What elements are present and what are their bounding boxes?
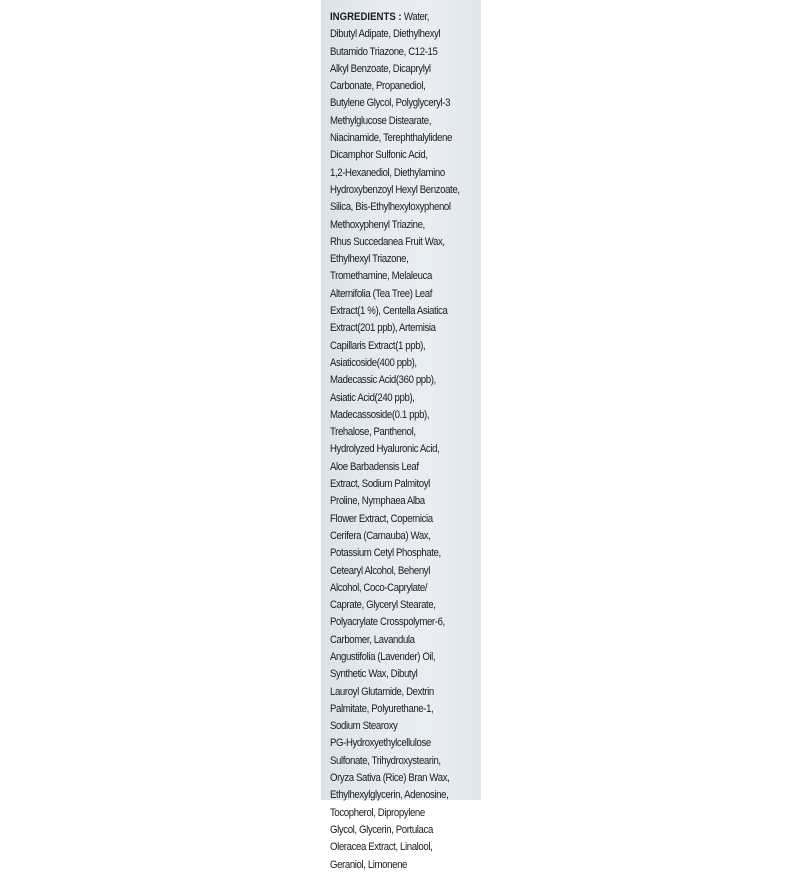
ingredients-line: 1,2-Hexanediol, Diethylamino	[330, 166, 445, 179]
ingredients-line: Extract, Sodium Palmitoyl	[330, 478, 430, 491]
ingredients-line: Oryza Sativa (Rice) Bran Wax,	[330, 772, 450, 785]
ingredients-line: Synthetic Wax, Dibutyl	[330, 668, 418, 681]
ingredients-line: Extract(1 %), Centella Asiatica	[330, 305, 448, 318]
ingredients-line: Dibutyl Adipate, Diethylhexyl	[330, 28, 441, 41]
ingredients-line: Carbonate, Propanediol,	[330, 80, 426, 93]
ingredients-line: Niacinamide, Terephthalylidene	[330, 132, 452, 145]
ingredients-line: Capillaris Extract(1 ppb),	[330, 339, 426, 352]
ingredients-line: Alternifolia (Tea Tree) Leaf	[330, 287, 433, 300]
ingredients-line: Methoxyphenyl Triazine,	[330, 218, 425, 231]
ingredients-line: Caprate, Glyceryl Stearate,	[330, 599, 436, 612]
ingredients-line: PG-Hydroxyethylcellulose	[330, 737, 431, 750]
ingredients-line: Sulfonate, Trihydroxystearin,	[330, 754, 441, 767]
ingredients-line: Potassium Cetyl Phosphate,	[330, 547, 441, 560]
ingredients-line: Geraniol, Limonene	[330, 858, 408, 871]
ingredients-heading: INGREDIENTS :	[330, 11, 402, 23]
ingredients-line: Sodium Stearoxy	[330, 720, 398, 733]
ingredients-line: Asiaticoside(400 ppb),	[330, 356, 417, 369]
ingredients-line: Trehalose, Panthenol,	[330, 426, 416, 439]
ingredients-line: Oleracea Extract, Linalool,	[330, 841, 433, 854]
ingredients-line: Extract(201 ppb), Artemisia	[330, 322, 436, 335]
ingredients-line: Tromethamine, Melaleuca	[330, 270, 432, 283]
ingredients-line: Asiatic Acid(240 ppb),	[330, 391, 415, 404]
ingredients-line: Alkyl Benzoate, Dicaprylyl	[330, 62, 431, 75]
ingredients-line: Butamido Triazone, C12-15	[330, 45, 438, 58]
ingredients-line: Glycol, Glycerin, Portulaca	[330, 823, 433, 836]
ingredients-line: Methylglucose Distearate,	[330, 114, 432, 127]
ingredients-line: Proline, Nymphaea Alba	[330, 495, 425, 508]
ingredients-line-text: Water,	[401, 11, 430, 23]
ingredients-line: Lauroyl Glutamide, Dextrin	[330, 685, 434, 698]
ingredients-line: Aloe Barbadensis Leaf	[330, 460, 419, 473]
ingredients-line: Dicamphor Sulfonic Acid,	[330, 149, 428, 162]
ingredients-line: Hydroxybenzoyl Hexyl Benzoate,	[330, 183, 460, 196]
ingredients-line: Cerifera (Carnauba) Wax,	[330, 529, 431, 542]
ingredients-line: Madecassoside(0.1 ppb),	[330, 408, 430, 421]
ingredients-line: Ethylhexyl Triazone,	[330, 253, 409, 266]
ingredients-line: Tocopherol, Dipropylene	[330, 806, 425, 819]
ingredients-line: Palmitate, Polyurethane-1,	[330, 702, 434, 715]
ingredients-line: Carbomer, Lavandula	[330, 633, 415, 646]
ingredients-line: Flower Extract, Copernicia	[330, 512, 433, 525]
ingredients-line	[330, 9, 459, 26]
ingredients-line: Rhus Succedanea Fruit Wax,	[330, 235, 445, 248]
ingredients-line: Ethylhexylglycerin, Adenosine,	[330, 789, 449, 802]
ingredients-line: Madecassic Acid(360 ppb),	[330, 374, 436, 387]
ingredients-line: Hydrolyzed Hyaluronic Acid,	[330, 443, 440, 456]
ingredients-line: Polyacrylate Crosspolymer-6,	[330, 616, 445, 629]
ingredients-line: Angustifolia (Lavender) Oil,	[330, 650, 436, 663]
ingredients-line: Silica, Bis-Ethylhexyloxyphenol	[330, 201, 451, 214]
ingredients-line: Cetearyl Alcohol, Behenyl	[330, 564, 430, 577]
ingredients-line: Butylene Glycol, Polyglyceryl-3	[330, 97, 451, 110]
ingredients-line: Alcohol, Coco-Caprylate/	[330, 581, 428, 594]
ingredients-list	[330, 9, 480, 874]
